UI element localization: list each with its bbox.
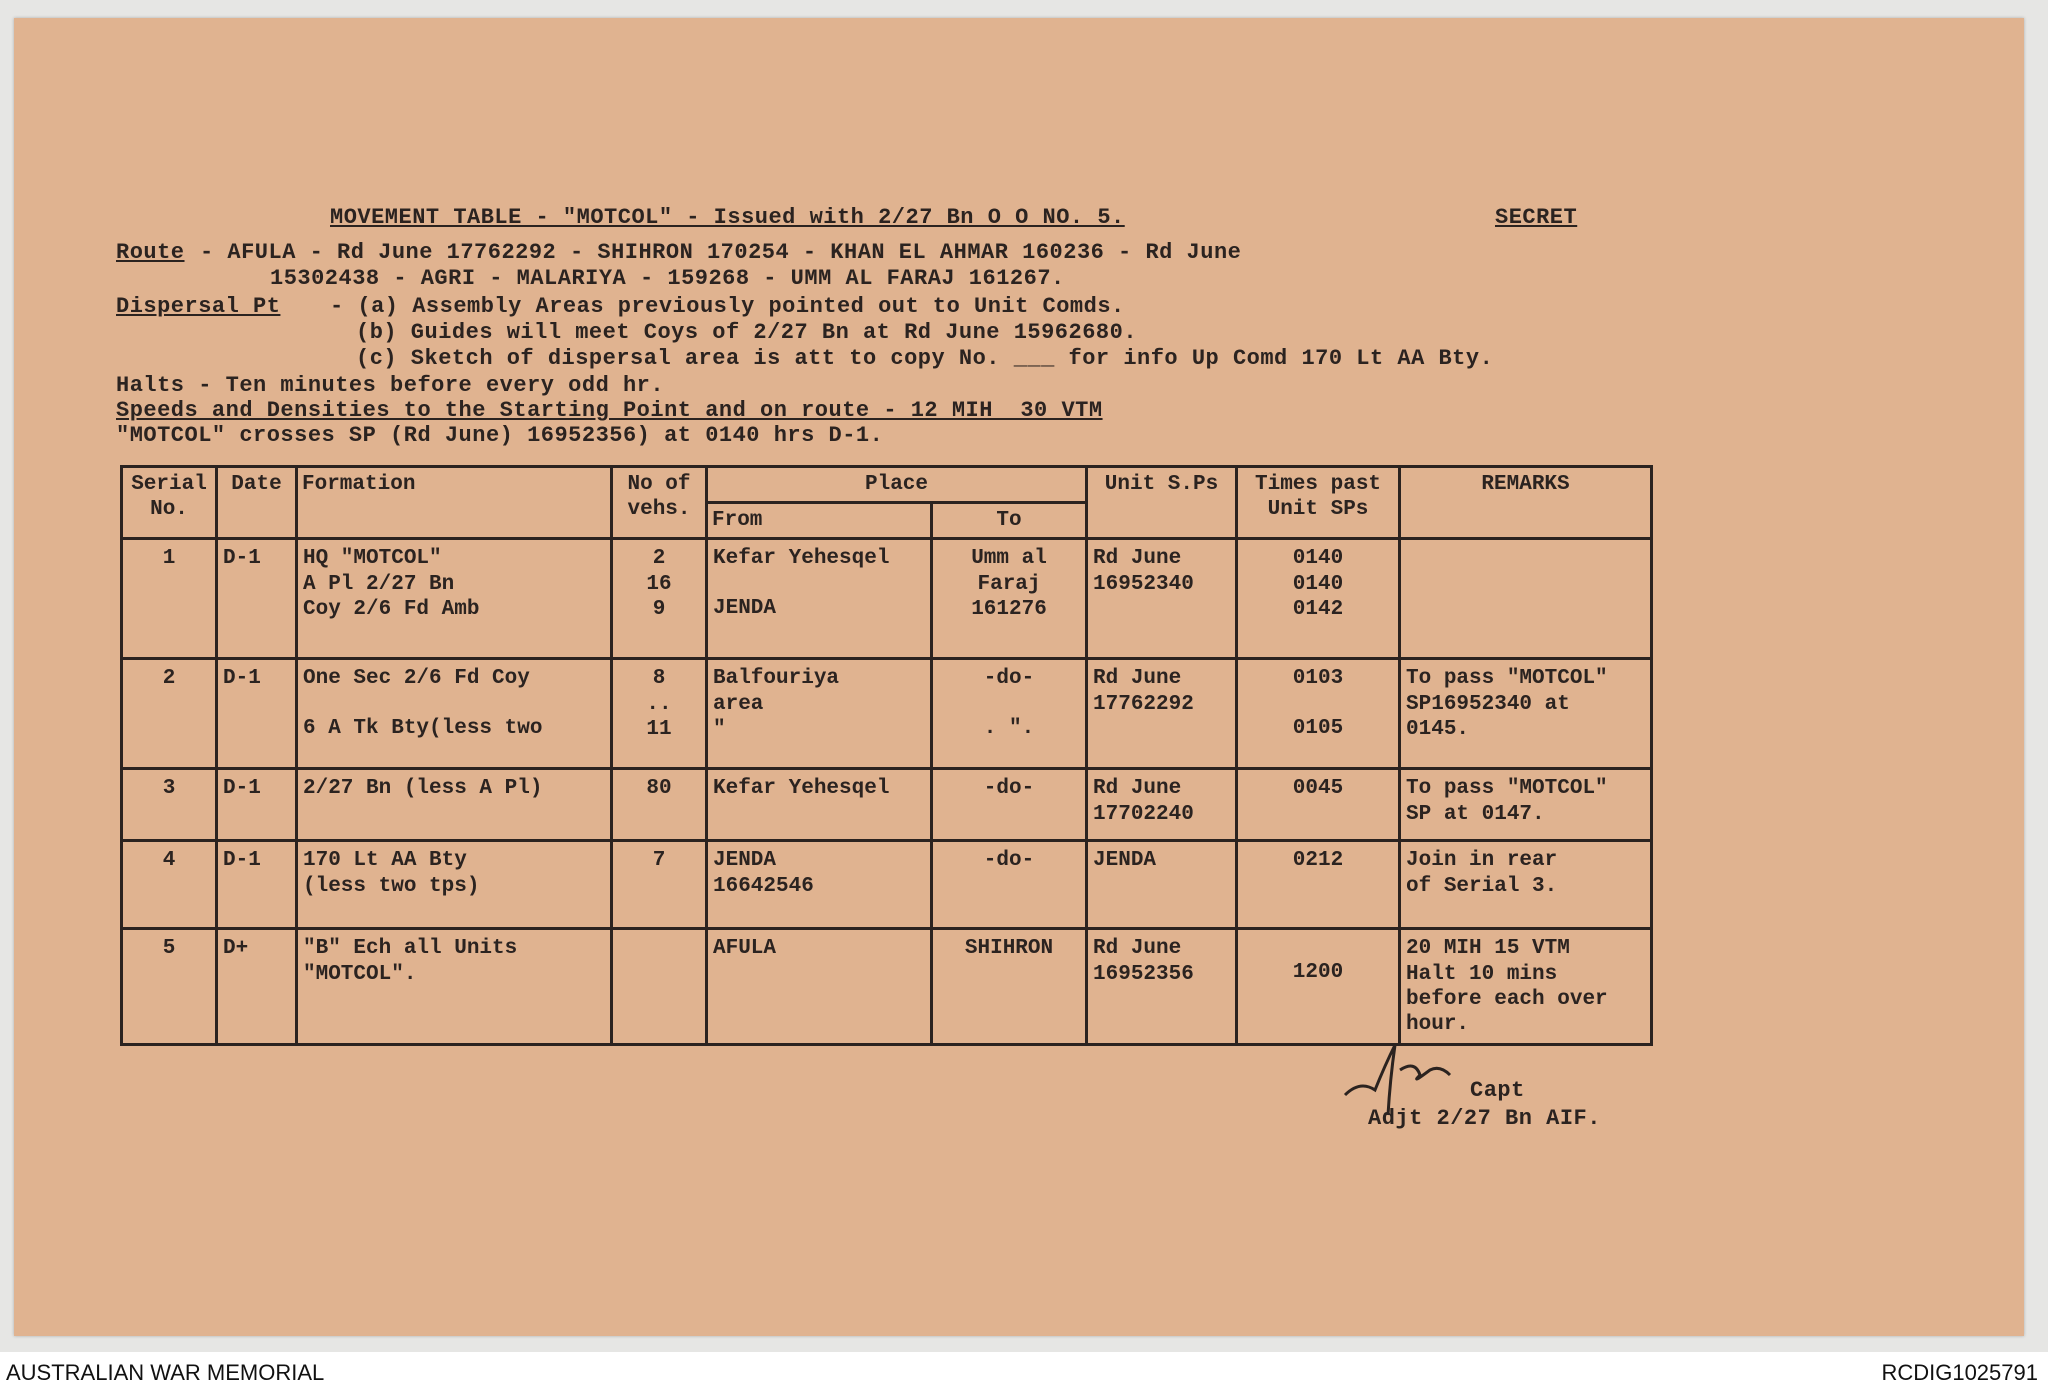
- header-formation: Formation: [297, 467, 612, 539]
- header-unit-sps: Unit S.Ps: [1087, 467, 1237, 539]
- cell-formation-line: HQ "MOTCOL": [303, 547, 442, 571]
- cell-serial-text: 5: [162, 937, 176, 961]
- cell-serial: [122, 659, 217, 769]
- cell-formation-line: 6 A Tk Bty(less two: [303, 716, 543, 740]
- header-date: Date: [217, 467, 297, 539]
- cell-to: [932, 769, 1087, 841]
- header-vehicles: No of vehs.: [612, 467, 707, 539]
- dispersal-a: - (a) Assembly Areas previously pointed out to Unit Comds.: [330, 294, 1125, 319]
- cell-to-line: SHIHRON: [964, 937, 1054, 961]
- cell-vehicles-line: 16: [646, 572, 672, 596]
- cell-formation-line: [303, 692, 605, 716]
- cell-vehicles: [612, 769, 707, 841]
- cell-serial-text: 2: [162, 667, 176, 691]
- cell-remarks-line: Join in rear: [1406, 849, 1558, 873]
- cell-remarks: [1400, 539, 1652, 659]
- cell-unit-sps-line: Rd June: [1093, 667, 1182, 691]
- cell-unit-sps: [1087, 769, 1237, 841]
- cell-from: [707, 539, 932, 659]
- dispersal-label: Dispersal Pt: [116, 294, 281, 319]
- cell-formation: [297, 659, 612, 769]
- cell-date: [217, 929, 297, 1045]
- cell-times-line: 0045: [1292, 777, 1344, 801]
- cell-to: [932, 841, 1087, 929]
- cell-formation-line: 170 Lt AA Bty: [303, 849, 467, 873]
- cell-formation-line: A Pl 2/27 Bn: [303, 572, 455, 596]
- cell-to-line: -do-: [983, 849, 1035, 873]
- cell-to-line: -do-: [983, 777, 1035, 801]
- cell-unit-sps: [1087, 659, 1237, 769]
- cell-to: [932, 539, 1087, 659]
- cell-from: [707, 841, 932, 929]
- cell-from-line: AFULA: [713, 937, 777, 961]
- cell-formation: [297, 929, 612, 1045]
- route-line-2: 15302438 - AGRI - MALARIYA - 159268 - UMM AL FARAJ 161267.: [270, 266, 1065, 291]
- route-line-1: - AFULA - Rd June 17762292 - SHIHRON 170254 - KHAN EL AHMAR 160236 - Rd June: [200, 240, 1242, 265]
- cell-remarks: [1400, 769, 1652, 841]
- cell-unit-sps-line: 16952340: [1093, 572, 1194, 596]
- cell-times-line: 0142: [1292, 597, 1344, 621]
- cell-vehicles: [612, 929, 707, 1045]
- cell-remarks: [1400, 841, 1652, 929]
- cell-times-line: 0140: [1292, 572, 1344, 596]
- cell-remarks-line: Halt 10 mins: [1406, 962, 1558, 986]
- cell-formation-line: (less two tps): [303, 874, 480, 898]
- cell-vehicles-line: 80: [646, 777, 672, 801]
- cell-remarks-line: 0145.: [1406, 717, 1470, 741]
- cell-times: [1237, 769, 1400, 841]
- cell-to-line: . ".: [983, 716, 1035, 740]
- cell-from-line: Kefar Yehesqel: [713, 547, 890, 571]
- cell-from-line: JENDA: [713, 596, 777, 620]
- cell-date: [217, 539, 297, 659]
- archive-footer: [0, 1352, 2048, 1391]
- cell-remarks-line: before each over: [1406, 987, 1608, 1011]
- cell-unit-sps-line: Rd June: [1093, 937, 1182, 961]
- cell-unit-sps-line: 17702240: [1093, 802, 1194, 826]
- speeds-line: Speeds and Densities to the Starting Point and on route - 12 MIH 30 VTM: [116, 398, 1103, 423]
- cell-remarks-line: of Serial 3.: [1406, 874, 1558, 898]
- cell-vehicles-line: [618, 936, 700, 960]
- cell-times-line: 0140: [1292, 547, 1344, 571]
- cell-to-line: [938, 692, 1080, 716]
- table-row: [122, 659, 1652, 769]
- cell-vehicles-line: 11: [646, 717, 672, 741]
- cell-vehicles-line: ..: [646, 692, 672, 716]
- cell-times-line: 0105: [1292, 716, 1344, 740]
- cell-formation: [297, 769, 612, 841]
- cell-times: [1237, 841, 1400, 929]
- cell-formation: [297, 841, 612, 929]
- cell-date-text: D-1: [223, 667, 261, 691]
- cell-to-line: Faraj: [977, 572, 1041, 596]
- cell-remarks: [1400, 659, 1652, 769]
- cell-remarks-line: SP at 0147.: [1406, 802, 1545, 826]
- cell-vehicles: [612, 539, 707, 659]
- table-header-row: [122, 467, 1652, 503]
- crosses-line: "MOTCOL" crosses SP (Rd June) 16952356) at 0140 hrs D-1.: [116, 423, 884, 448]
- signature-rank: Capt: [1470, 1078, 1525, 1103]
- cell-from-line: Kefar Yehesqel: [713, 777, 890, 801]
- cell-from: [707, 769, 932, 841]
- cell-times-line: 0212: [1292, 849, 1344, 873]
- cell-times-line: [1243, 692, 1393, 716]
- archive-id: RCDIG1025791: [1881, 1360, 2038, 1385]
- cell-times: [1237, 929, 1400, 1045]
- cell-formation-line: One Sec 2/6 Fd Coy: [303, 667, 530, 691]
- cell-formation: [297, 539, 612, 659]
- cell-to: [932, 659, 1087, 769]
- cell-unit-sps-line: JENDA: [1093, 849, 1157, 873]
- cell-formation-line: Coy 2/6 Fd Amb: [303, 597, 480, 621]
- document-title: MOVEMENT TABLE - "MOTCOL" - Issued with 2/27 Bn O O NO. 5.: [330, 205, 1125, 230]
- classification-label: SECRET: [1495, 205, 1578, 230]
- cell-to-line: -do-: [983, 667, 1035, 691]
- cell-serial-text: 1: [162, 547, 176, 571]
- cell-remarks-line: To pass "MOTCOL": [1406, 777, 1608, 801]
- cell-times-line: 1200: [1292, 961, 1344, 985]
- cell-vehicles-line: 9: [652, 597, 666, 621]
- cell-serial-text: 4: [162, 849, 176, 873]
- cell-remarks-line: SP16952340 at: [1406, 692, 1570, 716]
- cell-to-line: Umm al: [971, 547, 1047, 571]
- cell-from-line: JENDA: [713, 849, 777, 873]
- table-row: [122, 769, 1652, 841]
- cell-formation-line: "B" Ech all Units: [303, 937, 518, 961]
- cell-to: [932, 929, 1087, 1045]
- cell-remarks: [1400, 929, 1652, 1045]
- cell-from-line: Balfouriya: [713, 667, 840, 691]
- cell-from-line: ": [713, 717, 726, 741]
- header-from: From: [707, 503, 932, 539]
- cell-remarks-line: hour.: [1406, 1012, 1470, 1036]
- cell-date-text: D-1: [223, 849, 261, 873]
- cell-from: [707, 929, 932, 1045]
- cell-remarks-line: 20 MIH 15 VTM: [1406, 937, 1570, 961]
- cell-times-line: 0103: [1292, 667, 1344, 691]
- cell-vehicles-line: 8: [652, 667, 666, 691]
- cell-date: [217, 659, 297, 769]
- cell-times-line: [1243, 936, 1393, 960]
- cell-unit-sps-line: 16952356: [1093, 962, 1194, 986]
- header-to: To: [932, 503, 1087, 539]
- table-body: [122, 539, 1652, 1045]
- cell-date-text: D-1: [223, 547, 261, 571]
- header-times: Times past Unit SPs: [1237, 467, 1400, 539]
- cell-unit-sps-line: 17762292: [1093, 692, 1194, 716]
- header-remarks: REMARKS: [1400, 467, 1652, 539]
- table-row: [122, 929, 1652, 1045]
- cell-serial: [122, 841, 217, 929]
- cell-date: [217, 769, 297, 841]
- cell-unit-sps-line: Rd June: [1093, 547, 1182, 571]
- cell-from-line: [713, 572, 925, 596]
- table-row: [122, 539, 1652, 659]
- cell-vehicles: [612, 841, 707, 929]
- cell-times: [1237, 539, 1400, 659]
- cell-serial-text: 3: [162, 777, 176, 801]
- table-row: [122, 841, 1652, 929]
- cell-to-line: 161276: [971, 597, 1047, 621]
- cell-serial: [122, 769, 217, 841]
- cell-unit-sps-line: Rd June: [1093, 777, 1182, 801]
- signature-appointment: Adjt 2/27 Bn AIF.: [1368, 1106, 1601, 1131]
- dispersal-c: (c) Sketch of dispersal area is att to copy No. ___ for info Up Comd 170 Lt AA Bty.: [356, 346, 1494, 371]
- cell-formation-line: "MOTCOL".: [303, 962, 417, 986]
- halts-line: Halts - Ten minutes before every odd hr.: [116, 373, 665, 398]
- cell-from-line: 16642546: [713, 874, 814, 898]
- cell-serial: [122, 539, 217, 659]
- header-place: Place: [707, 467, 1087, 503]
- cell-date-text: D-1: [223, 777, 261, 801]
- route-label: Route: [116, 240, 185, 265]
- cell-date: [217, 841, 297, 929]
- cell-unit-sps: [1087, 929, 1237, 1045]
- cell-unit-sps: [1087, 539, 1237, 659]
- cell-times: [1237, 659, 1400, 769]
- cell-formation-line: 2/27 Bn (less A Pl): [303, 777, 543, 801]
- cell-vehicles-line: 7: [652, 849, 666, 873]
- cell-unit-sps: [1087, 841, 1237, 929]
- cell-from-line: area: [713, 692, 764, 716]
- archive-name: AUSTRALIAN WAR MEMORIAL: [6, 1360, 325, 1385]
- cell-vehicles-line: 2: [652, 547, 666, 571]
- movement-table: [120, 465, 1653, 1046]
- cell-remarks-line: To pass "MOTCOL": [1406, 667, 1608, 691]
- cell-vehicles: [612, 659, 707, 769]
- cell-date-text: D+: [223, 937, 249, 961]
- cell-serial: [122, 929, 217, 1045]
- dispersal-b: (b) Guides will meet Coys of 2/27 Bn at Rd June 15962680.: [356, 320, 1138, 345]
- header-serial: Serial No.: [122, 467, 217, 539]
- cell-from: [707, 659, 932, 769]
